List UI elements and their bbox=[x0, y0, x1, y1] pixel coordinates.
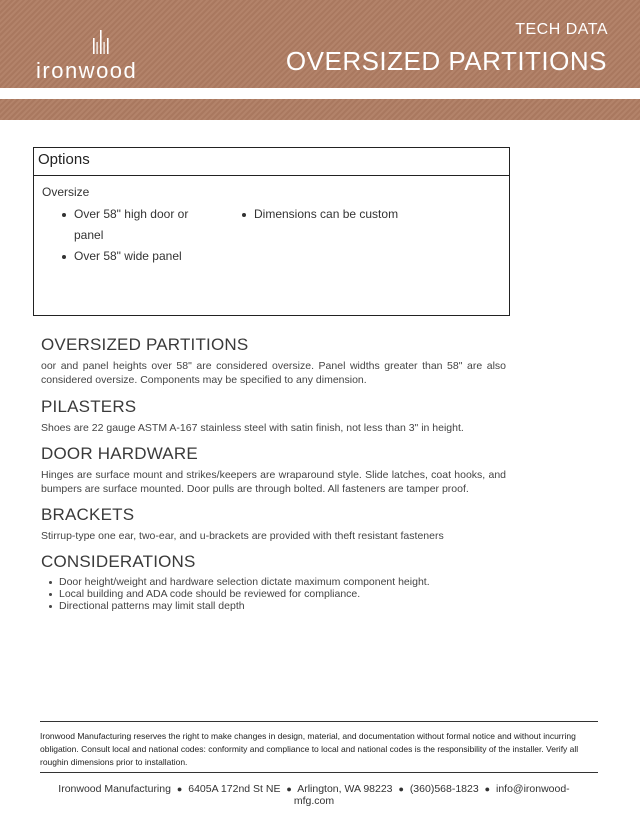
options-heading: Options bbox=[34, 148, 509, 176]
section-considerations bbox=[41, 552, 506, 612]
oversize-label: Oversize bbox=[42, 185, 90, 199]
options-box bbox=[33, 147, 510, 316]
footer-divider-top bbox=[40, 721, 598, 722]
section-body: Hinges are surface mount and strikes/keepers are wraparound style. Slide latches, coat hooks, and bumpers are surface mounted. Door pulls are through bolted. All fasteners are tamper proof. bbox=[41, 469, 506, 495]
header-stripe bbox=[0, 99, 640, 120]
phone-number: (360)568-1823 bbox=[409, 783, 479, 795]
city: Arlington, WA 98223 bbox=[297, 783, 393, 795]
email-address: info@ironwood-mfg.com bbox=[293, 783, 570, 807]
section-heading: DOOR HARDWARE bbox=[41, 444, 198, 463]
list-item: Door height/weight and hardware selection dictate maximum component height. bbox=[41, 576, 506, 588]
company-name: Ironwood Manufacturing bbox=[58, 783, 171, 795]
disclaimer-text: Ironwood Manufacturing reserves the right to make changes in design, material, and documentation without formal notice and without incurring obligation. Consult local and national codes: conformity and compliance to local and national codes is the responsibility of the installer. Verify all roughin dimensions prior to installation. bbox=[40, 731, 579, 767]
section-oversized-partitions bbox=[41, 335, 506, 387]
list-item: Over 58" wide panel bbox=[54, 246, 194, 267]
list-item: Dimensions can be custom bbox=[234, 204, 494, 225]
list-item: Directional patterns may limit stall depth bbox=[41, 600, 506, 612]
separator-dot: ● bbox=[286, 784, 292, 794]
contact-line bbox=[40, 783, 588, 807]
options-column-2 bbox=[234, 204, 494, 225]
list-item: Local building and ADA code should be reviewed for compliance. bbox=[41, 588, 506, 600]
section-pilasters bbox=[41, 397, 506, 435]
tech-data-label: TECH DATA bbox=[515, 21, 608, 38]
section-heading: PILASTERS bbox=[41, 397, 137, 416]
section-body: oor and panel heights over 58" are considered oversize. Panel widths greater than 58" are also considered oversize. Components may be specified to any dimension. bbox=[41, 360, 506, 386]
section-brackets bbox=[41, 505, 506, 543]
section-door-hardware bbox=[41, 444, 506, 496]
logo-wordmark: ironwood bbox=[36, 58, 138, 83]
section-body: Shoes are 22 gauge ASTM A-167 stainless steel with satin finish, not less than 3" in height. bbox=[41, 422, 464, 434]
page-title: OVERSIZED PARTITIONS bbox=[285, 46, 607, 76]
separator-dot: ● bbox=[398, 784, 404, 794]
section-body: Stirrup-type one ear, two-ear, and u-brackets are provided with theft resistant fasteners bbox=[41, 530, 444, 542]
options-column-1 bbox=[54, 204, 194, 267]
ironwood-logo-icon bbox=[90, 30, 112, 56]
separator-dot: ● bbox=[484, 784, 491, 794]
list-item: Over 58" high door or panel bbox=[54, 204, 194, 246]
section-heading: OVERSIZED PARTITIONS bbox=[41, 335, 249, 354]
separator-dot: ● bbox=[176, 784, 183, 794]
address: 6405A 172nd St NE bbox=[188, 783, 281, 795]
footer-divider-bottom bbox=[40, 772, 598, 773]
section-heading: BRACKETS bbox=[41, 505, 135, 524]
section-heading: CONSIDERATIONS bbox=[41, 552, 196, 571]
header-banner bbox=[0, 0, 640, 88]
